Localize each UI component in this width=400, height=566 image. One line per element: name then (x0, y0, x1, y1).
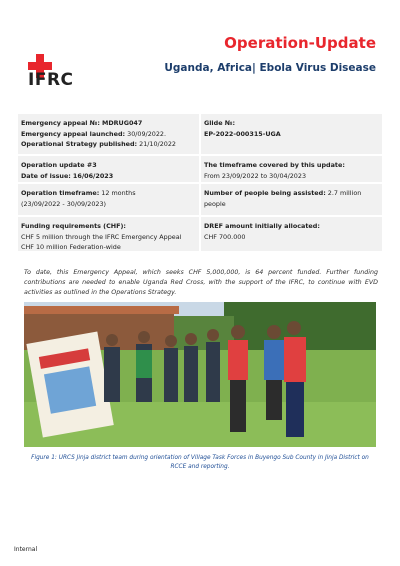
dref-value: CHF 700.000 (204, 232, 246, 241)
ifrc-logo-text: IFRC (28, 70, 74, 90)
timeframe-value: From 23/09/2022 to 30/04/2023 (204, 171, 307, 180)
page-title: Operation-Update (224, 34, 376, 52)
people-value: 2.7 million people (204, 189, 362, 208)
page-subtitle: Uganda, Africa| Ebola Virus Disease (164, 62, 376, 74)
update-label: Operation update #3 (21, 161, 97, 169)
glide-cell (199, 114, 382, 154)
dref-label: DREF amount initially allocated: (204, 222, 320, 230)
appeal-label: Emergency appeal №: (21, 119, 100, 127)
info-row (18, 156, 382, 182)
strategy-value: 21/10/2022 (139, 140, 176, 148)
people-cell (199, 184, 382, 215)
timeframe-cell (199, 156, 382, 182)
issue-value: 16/06/2023 (72, 171, 114, 180)
figure-caption: Figure 1: URCS Jinja district team during orientation of Village Task Forces in Buyengo Sub County in Jinja District on RCCE and reporting. (31, 455, 369, 470)
dref-cell (199, 217, 382, 251)
op-timeframe-label: Operation timeframe: (21, 189, 100, 197)
people-label: Number of people being assisted: (204, 189, 326, 197)
operation-info-table (18, 114, 382, 253)
funding-label: Funding requirements (CHF): (21, 222, 126, 230)
info-row (18, 184, 382, 215)
info-row (18, 217, 382, 251)
launched-label: Emergency appeal launched: (21, 129, 126, 138)
funding-line2: CHF 10 million Federation-wide (21, 243, 121, 251)
funding-cell (18, 217, 199, 251)
appeal-cell (18, 114, 199, 154)
launched-value: 30/09/2022. (127, 129, 166, 138)
field-photo (24, 302, 376, 447)
classification-footer: Internal (14, 546, 38, 553)
op-timeframe-range: (23/09/2022 - 30/09/2023) (21, 199, 107, 208)
op-timeframe-value: 12 months (101, 189, 136, 197)
funding-summary: To date, this Emergency Appeal, which seeks CHF 5,000,000, is 64 percent funded. Further funding contributions are needed to enable Uganda Red Cross, with the support of the IFRC, to continue with EVD activities as outlined in the Operations Strategy. (24, 269, 378, 296)
timeframe-label: The timeframe covered by this update: (204, 161, 345, 169)
glide-value: EP-2022-000315-UGA (204, 129, 281, 138)
info-row (18, 114, 382, 154)
glide-label: Glide №: (204, 119, 236, 127)
update-cell (18, 156, 199, 182)
strategy-label: Operational Strategy published: (21, 140, 138, 148)
issue-label: Date of issue: (21, 171, 71, 180)
appeal-value: MDRUG047 (101, 119, 143, 127)
op-timeframe-cell (18, 184, 199, 215)
funding-line1: CHF 5 million through the IFRC Emergency Appeal (21, 232, 182, 241)
